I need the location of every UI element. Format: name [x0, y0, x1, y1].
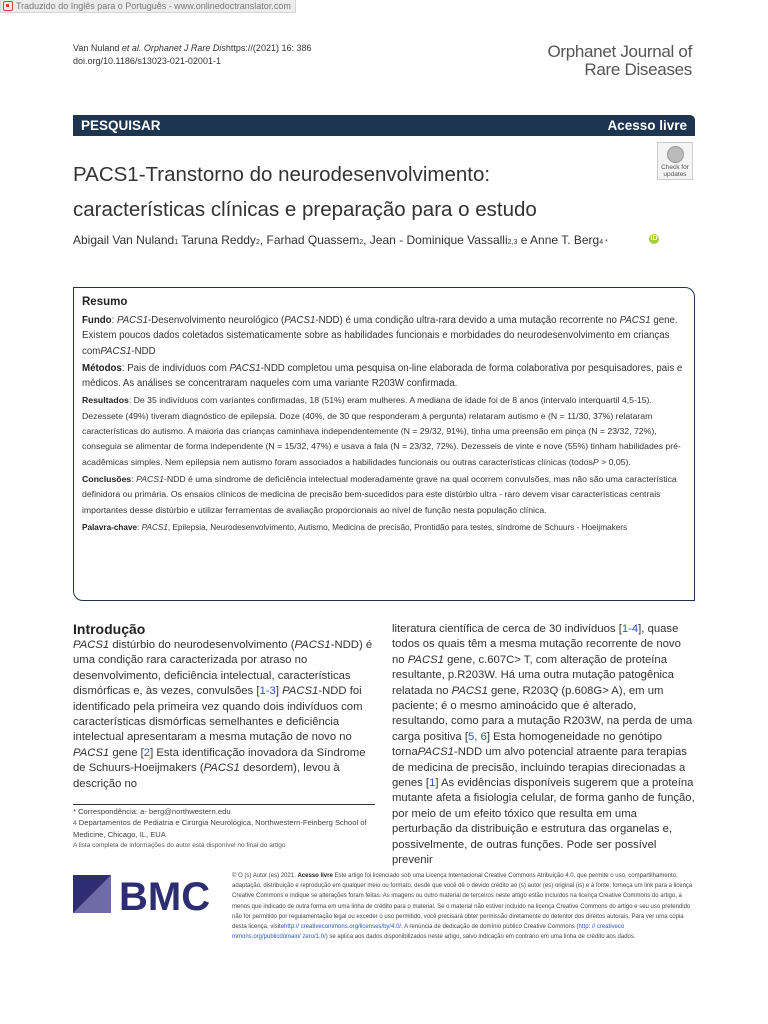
- section-label: Fundo: [82, 315, 112, 326]
- correspondence-note[interactable]: * Correspondência: a- berg@northwestern.edu: [73, 807, 231, 816]
- citation-url[interactable]: https://(2021) 16: 386: [225, 43, 312, 53]
- open-access-label: Acesso livre: [297, 873, 333, 879]
- check-updates-line1: Check for: [661, 164, 689, 171]
- gene-name: PACS1: [141, 522, 168, 532]
- journal-name-line2: Rare Diseases: [584, 60, 692, 79]
- introduction-heading: Introdução: [73, 621, 146, 637]
- text-run: -NDD: [131, 345, 156, 357]
- text-run: . A renúncia de dedicação de domínio público Creative Commons (: [401, 924, 579, 931]
- author-affil: 1: [174, 239, 179, 246]
- section-label: Palavra-chave: [82, 522, 138, 532]
- gene-name: PACS1: [116, 315, 149, 326]
- body-column-right: [392, 622, 695, 869]
- abstract-box: [73, 287, 695, 601]
- text-run: -NDD) é uma condição ultra-rara devido a uma mutação recorrente no: [315, 315, 620, 326]
- article-type-bar: [73, 115, 695, 136]
- abstract-methods: [82, 361, 686, 392]
- section-label: Métodos: [82, 362, 122, 374]
- author-name[interactable]: , Farhad Quassem: [259, 233, 360, 247]
- translate-icon: [3, 1, 13, 11]
- orcid-icon[interactable]: iD: [650, 235, 658, 242]
- citation-doi[interactable]: doi.org/10.1186/s13023-021-02001-1: [73, 56, 221, 66]
- text-run: :: [137, 522, 142, 532]
- body-column-left: [73, 638, 376, 792]
- affil-text: Departamentos de Pediatria e Cirurgia Neurológica, Northwestern-Feinberg School of Medicine, Chicago, IL, EUA: [73, 818, 367, 839]
- abstract-background: [82, 313, 686, 359]
- gene-name: PACS1: [294, 639, 331, 651]
- public-domain-link[interactable]: http: // creativeco mmons.org/publicdomain/ zero/1.0/: [232, 924, 625, 941]
- text-run: : Pais de indivíduos com: [121, 362, 230, 374]
- text-run: -NDD) é uma condição rara caracterizada por atraso no desenvolvimento, deficiência intelectual, características dismórficas e, às vezes, convulsões [: [73, 639, 373, 698]
- gene-name: PACS1: [417, 746, 454, 759]
- text-run: ]: [275, 685, 283, 698]
- gene-name: PACS1: [284, 315, 316, 326]
- title-line1: PACS1-Transtorno do neurodesenvolvimento:: [73, 163, 491, 186]
- banner-text: Traduzido do Inglês para o Português - www.onlinedoctranslator.com: [16, 1, 291, 11]
- abstract-heading: Resumo: [82, 296, 128, 308]
- citation-authors: Van Nuland: [73, 43, 122, 53]
- bmc-logo: [73, 873, 213, 915]
- license-link[interactable]: http:// creativecommons.org/licenses/by/4.0/: [284, 924, 402, 931]
- section-label: Resultados: [82, 395, 129, 406]
- text-run: ], quase todos os quais têm a mesma mutação recorrente de novo no: [392, 623, 681, 666]
- author-list: [73, 232, 608, 251]
- reference-link[interactable]: 5, 6: [467, 730, 487, 743]
- author-affil: 2,3: [507, 239, 518, 246]
- section-label: Conclusões: [82, 473, 132, 484]
- text-run: -NDD completou uma pesquisa on-line elaborada de forma colaborativa por pesquisadores, pais e médicos. As análises se concentraram naqueles com uma variante R203W confirmada.: [82, 362, 683, 390]
- text-run: Este artigo foi licenciado sob uma Licença Internacional Creative Commons Atribuição 4.0, que permite o uso, compartilhamento, adaptação, distribuição e reprodução em qualquer meio ou formato, desde que você dê o devido crédito ao (s) autor (es) original (is) e à fonte, forneça um link para a licença Creative Commons e indique se alterações foram feitas. As imagens ou outro material de terceiros neste artigo estão incluídos na licença Creative Commons do artigo, a menos que indicado de outra forma em uma linha de crédito para o material. Se o material não estiver incluído na licença Creative Commons do artigo e seu uso pretendido não for permitido por regulamentação legal ou exceder o uso permitido, você precisará obter permissão diretamente do detentor dos direitos autorais. Para ver uma cópia desta licença, visite: [232, 873, 693, 931]
- check-for-updates-badge[interactable]: [657, 142, 693, 180]
- article-type-label: PESQUISAR: [81, 118, 161, 133]
- journal-logo: [547, 43, 692, 79]
- gene-name: PACS1: [619, 315, 651, 326]
- text-run: > 0,05).: [598, 456, 631, 467]
- affiliation-note: [73, 817, 376, 840]
- text-run: gene, R203Q (p.608G> A), em um paciente; é o mesmo aminoácido que é alterado, resultando, como para a mutação R203W, na perda de uma carga positiva [: [392, 684, 693, 743]
- author-name[interactable]: Taruna Reddy: [178, 233, 256, 247]
- footnote-divider: [73, 804, 375, 805]
- text-run: literatura científica de cerca de 30 indivíduos [: [392, 623, 622, 635]
- text-run: distúrbio do neurodesenvolvimento (: [109, 639, 295, 651]
- author-name[interactable]: , Jean - Dominique Vassalli: [363, 233, 508, 247]
- open-access-label: Acesso livre: [607, 118, 687, 133]
- text-run: © O (s) Autor (es) 2021.: [232, 873, 298, 879]
- text-run: ] As evidências disponíveis sugerem que a proteína mutante afeta a fisiologia celular, de forma ganho de função, por meio de um efeito tóxico que resulta em uma perturbação da distribuição e estrutura das organelas e, possivelmente, de outras funções. Pode ser possível prevenir: [392, 777, 695, 867]
- abstract-keywords: [82, 520, 686, 535]
- text-run: -NDD um alvo potencial atraente para terapias de medicina de precisão, incluindo terapias direcionadas a genes [: [392, 746, 687, 790]
- journal-name-line1: Orphanet Journal of: [547, 42, 692, 61]
- reference-link[interactable]: 1-4: [621, 623, 639, 635]
- check-updates-line2: updates: [663, 171, 687, 178]
- text-run: ) se aplica aos dados disponibilizados neste artigo, salvo indicação em contrário em uma linha de crédito aos dados.: [325, 934, 636, 941]
- text-run: ] Esta identificação inovadora da Síndrome de Schuurs-Hoeijmakers (: [73, 746, 366, 775]
- text-run: desordem), levou à descrição no: [73, 762, 340, 790]
- text-run: :: [111, 315, 117, 326]
- translation-banner[interactable]: [0, 0, 296, 13]
- gene-name: PACS1: [407, 653, 444, 666]
- text-run: , Epilepsia, Neurodesenvolvimento, Autismo, Medicina de precisão, Prontidão para testes, síndrome de Schuurs - Hoeijmakers: [167, 522, 628, 532]
- text-run: :: [131, 473, 137, 484]
- abstract-results: [82, 393, 686, 469]
- affil-number: 4: [73, 820, 77, 827]
- text-run: gene [: [109, 746, 144, 759]
- abstract-conclusions: [82, 472, 686, 518]
- gene-name: PACS1: [73, 746, 110, 759]
- text-run: gene, c.607C> T, com alteração de proteína resultante, p.R203W. Há uma outra mutação patogênica relatada no: [392, 653, 674, 697]
- footnotes: [73, 806, 376, 851]
- text-run: -NDD foi identificado pela primeira vez quando dois indivíduos com características dismórficas semelhantes e deficiência intelectual apresentaram a mesma mutação de novo no: [73, 685, 363, 744]
- author-info-note: A lista completa de informações do autor está disponível no final do artigo: [73, 842, 286, 849]
- article-title: [73, 157, 633, 227]
- citation-journal: et al. Orphanet J Rare Dis: [121, 43, 226, 53]
- text-run: : De 35 indivíduos com variantes confirmadas, 18 (51%) eram mulheres. A mediana de idade foi de 8 anos (intervalo interquartil 4,5-15). Dezessete (49%) tiveram diagnóstico de epilepsia. Doze (40%, de 30 que responderam à pergunta) relataram autismo e (N = 11/30, 37%) relataram características do autismo. A maioria das crianças caminhava independentemente (N = 29/32, 91%), tinha uma preensão em pinça (N = 23/32, 72%), conseguia se alimentar de forma independente (N = 15/32, 47%) e usava a fala (N = 23/32, 72%). Dezesseis de vinte e nove (55%) tinham habilidades pré-acadêmicas simples. Nem epilepsia nem autismo foram associados a habilidades funcionais ou outras características clínicas (todos: [82, 395, 681, 467]
- author-name[interactable]: e Anne T. Berg: [517, 233, 600, 247]
- license-text: [232, 871, 694, 942]
- author-affil: 2: [359, 239, 364, 246]
- reference-link[interactable]: 2: [143, 746, 151, 759]
- gene-name: PACS1: [203, 762, 240, 775]
- gene-name: PACS1: [73, 639, 110, 651]
- gene-name: PACS1: [451, 684, 488, 697]
- p-value-symbol: P: [592, 456, 599, 467]
- check-updates-icon: [667, 146, 684, 163]
- gene-name: PACS1: [136, 473, 164, 484]
- author-affil: 4 *: [599, 239, 608, 246]
- gene-name: PACS1: [229, 362, 261, 374]
- title-line2: características clínicas e preparação para o estudo: [73, 198, 537, 221]
- citation-block: [73, 42, 311, 68]
- text-run: -NDD é uma síndrome de deficiência intelectual moderadamente grave na qual ocorrem convulsões, mas não são uma característica definidora ou primária. Os ensaios clínicos de medicina de precisão bem-sucedidos para este distúrbio ultra - raro devem visar características centrais importantes desse distúrbio e utilizar ferramentas de avaliação proporcionais ao nível de função nesta população clínica.: [82, 473, 677, 515]
- bmc-logo-text: BMC: [119, 875, 211, 915]
- author-name[interactable]: Abigail Van Nuland: [73, 233, 175, 247]
- reference-link[interactable]: 1-3: [259, 685, 276, 698]
- gene-name: PACS1: [100, 345, 132, 357]
- text-run: gene. Existem poucos dados coletados sistematicamente sobre as habilidades funcionais e morbidades do neurodesenvolvimento em crianças com: [82, 315, 678, 357]
- reference-link[interactable]: 1: [429, 777, 436, 790]
- text-run: -Desenvolvimento neurológico (: [148, 315, 285, 326]
- gene-name: PACS1: [282, 685, 319, 698]
- text-run: ] Esta homogeneidade no genótipo torna: [392, 730, 663, 759]
- author-affil: 2: [255, 239, 260, 246]
